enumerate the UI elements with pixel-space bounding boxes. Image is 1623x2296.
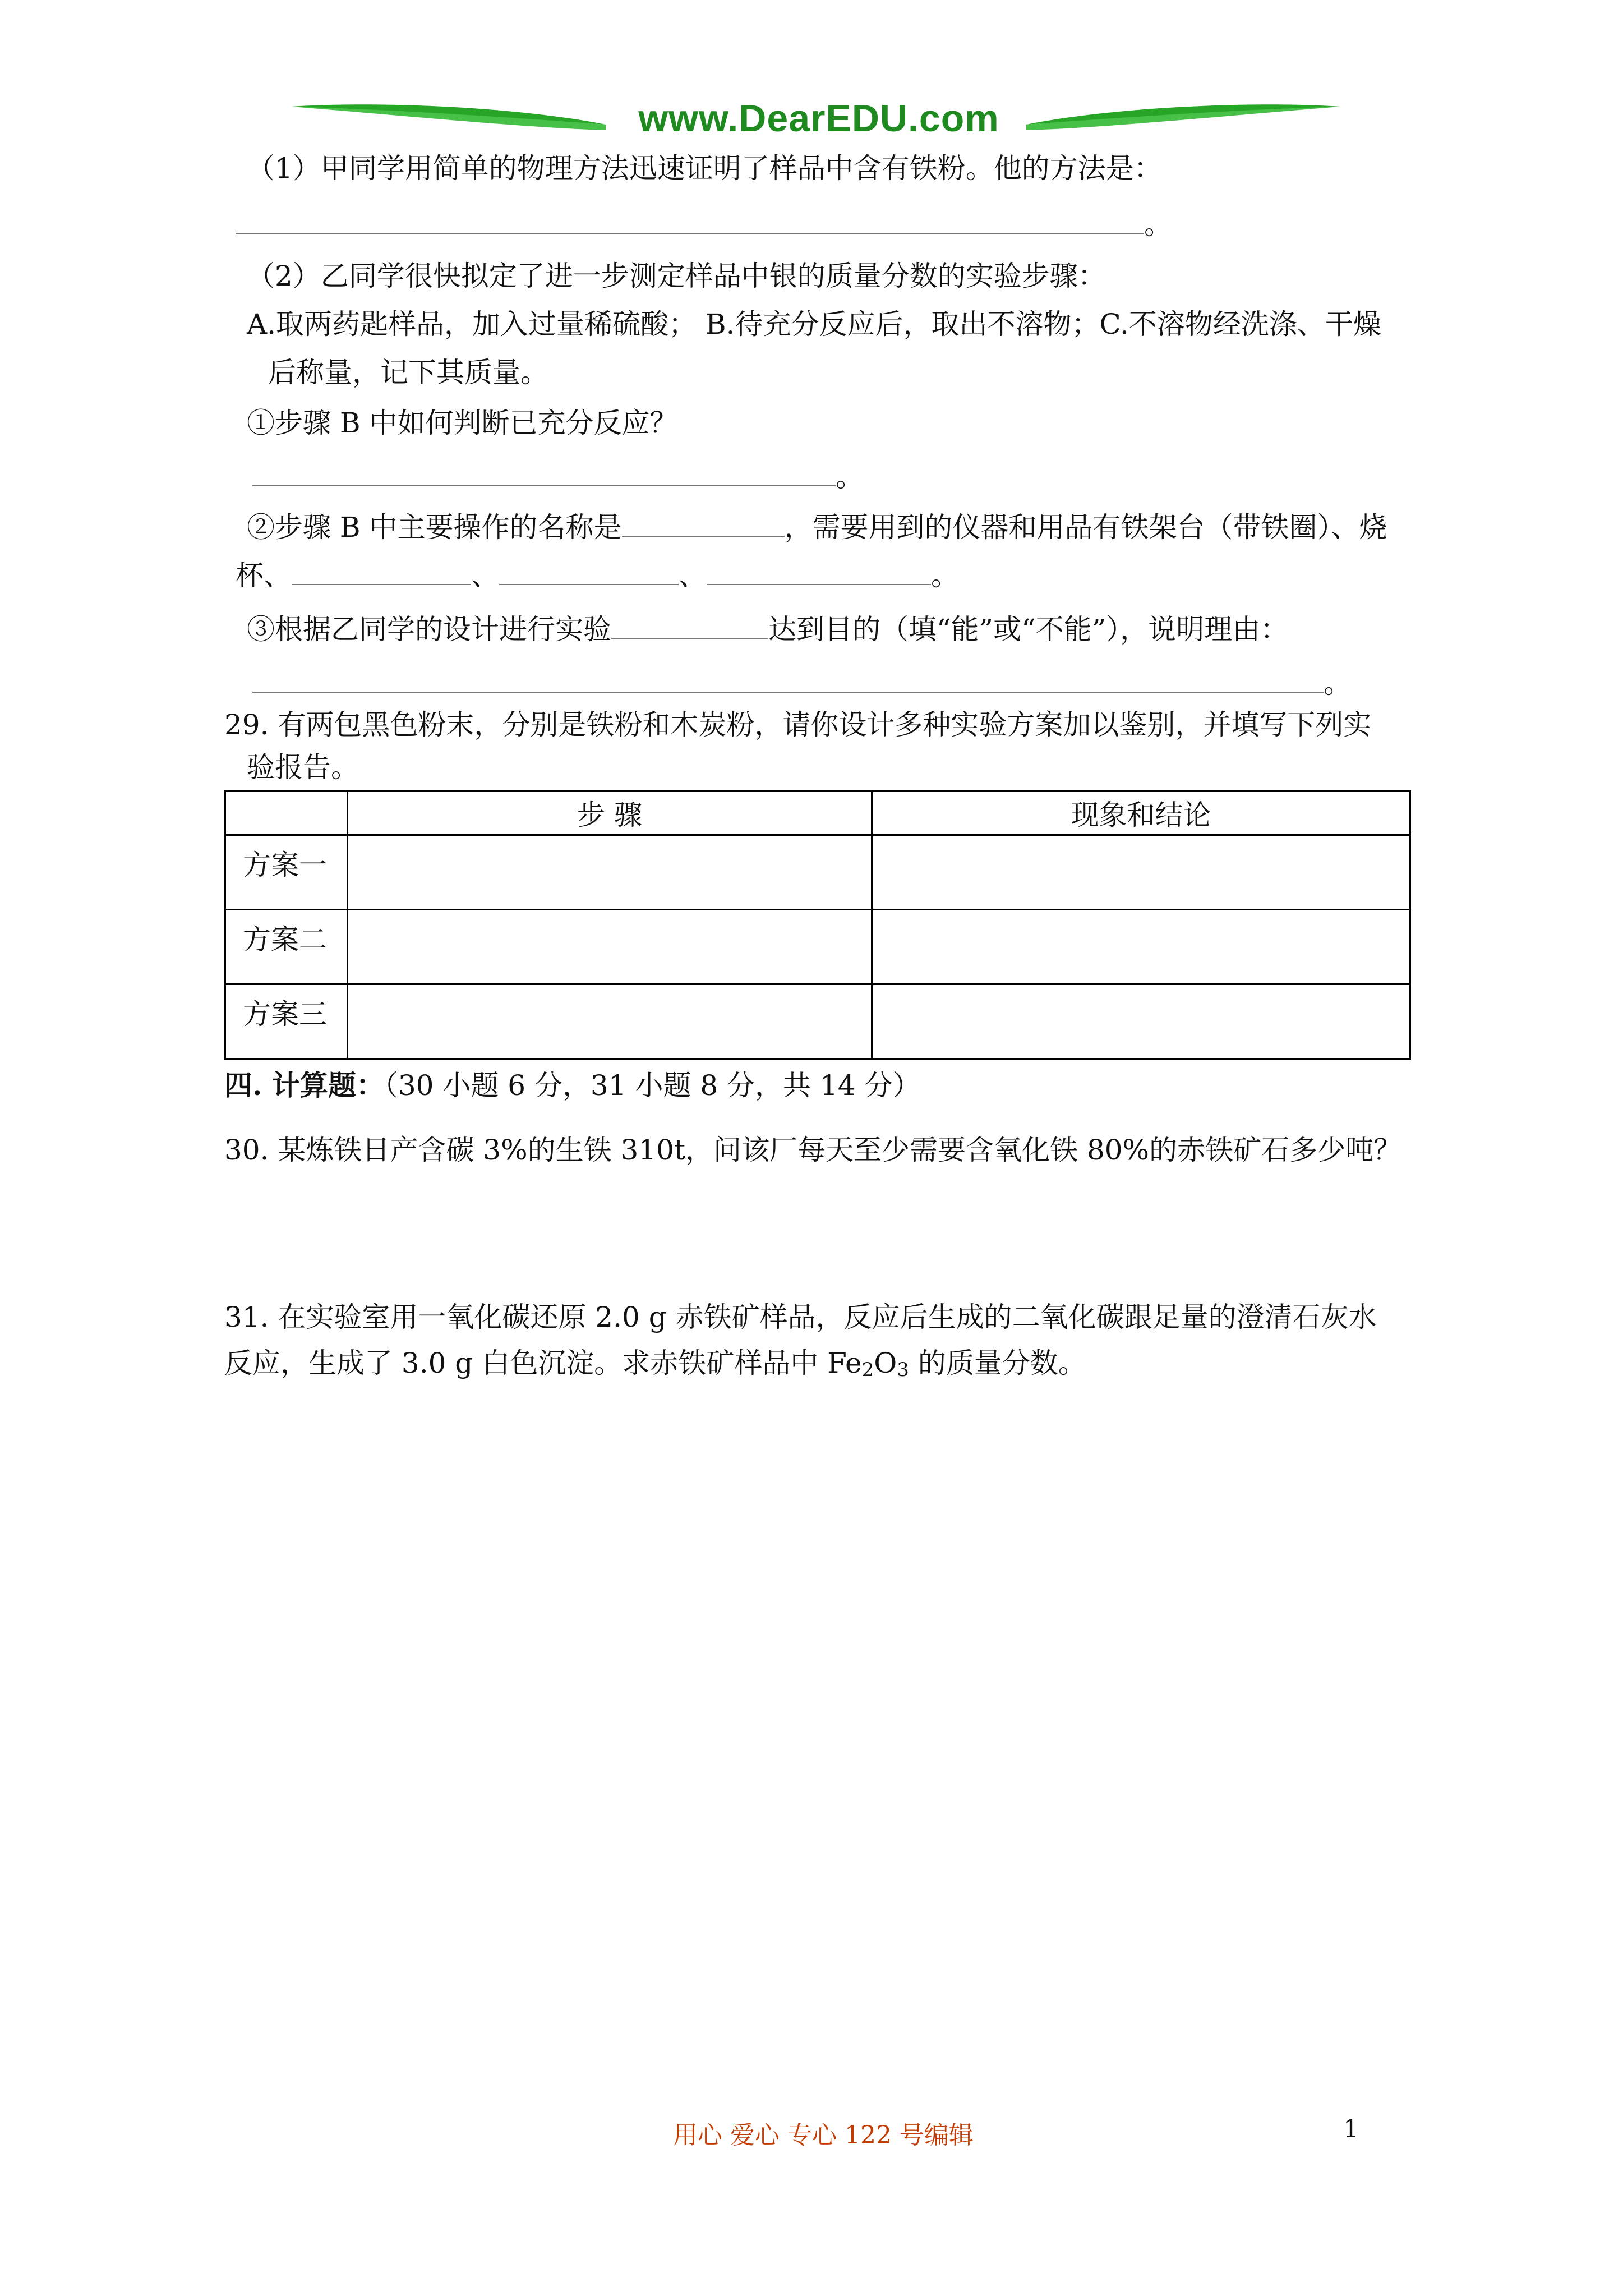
q28-part2: （2）乙同学很快拟定了进一步测定样品中银的质量分数的实验步骤：	[247, 260, 1106, 292]
q28-steps-line1: A.取两药匙样品，加入过量稀硫酸； B.待充分反应后，取出不溶物；C.不溶物经洗涤、干燥	[247, 308, 1381, 341]
section-title: 四. 计算题：	[224, 1069, 384, 1102]
plan-label: 方案一	[225, 835, 348, 910]
instrument-blank-2	[499, 560, 679, 585]
instrument-blank-1	[292, 560, 471, 585]
page-number: 1	[1343, 2115, 1359, 2143]
answer-blank	[236, 209, 1144, 234]
plan-label: 方案三	[225, 984, 348, 1059]
section4-heading	[224, 1069, 920, 1102]
q29-line2: 验报告。	[247, 751, 359, 784]
q29-line1: 29. 有两包黑色粉末，分别是铁粉和木炭粉，请你设计多种实验方案加以鉴别，并填写下列实	[224, 708, 1372, 741]
q28-sub2-line2: 杯、 、 、 。	[236, 559, 959, 592]
q28-part1: （1）甲同学用简单的物理方法迅速证明了样品中含有铁粉。他的方法是：	[247, 152, 1162, 185]
table-row	[225, 835, 1410, 910]
q28-steps-line2: 后称量，记下其质量。	[268, 356, 548, 389]
q28-sub1-answer-line: 。	[252, 460, 864, 494]
table-header-cell: 现象和结论	[872, 791, 1410, 835]
table-row	[225, 984, 1410, 1059]
site-logo-text: www.DearEDU.com	[638, 97, 999, 140]
steps-cell	[348, 984, 872, 1059]
result-cell	[872, 984, 1410, 1059]
plan-label: 方案二	[225, 910, 348, 984]
can-cannot-blank	[611, 614, 768, 639]
section-note: （30 小题 6 分，31 小题 8 分，共 14 分）	[384, 1069, 921, 1102]
steps-cell	[348, 835, 872, 910]
q28-part1-answer-line: 。	[236, 208, 1172, 241]
header-banner	[292, 95, 1340, 146]
q28-sub3-answer-line: 。	[252, 666, 1352, 700]
answer-blank	[252, 462, 836, 486]
q28-sub3-line1: ③根据乙同学的设计进行实验 达到目的（填“能”或“不能”），说明理由：	[247, 613, 1289, 646]
table-row	[225, 910, 1410, 984]
result-cell	[872, 910, 1410, 984]
table-header-cell: 步 骤	[348, 791, 872, 835]
operation-name-blank	[622, 512, 785, 537]
q31-line1: 31. 在实验室用一氧化碳还原 2.0 g 赤铁矿样品，反应后生成的二氧化碳跟足量的澄清石灰水	[224, 1301, 1377, 1333]
q28-sub2-line1: ②步骤 B 中主要操作的名称是 ，需要用到的仪器和用品有铁架台（带铁圈）、烧	[247, 511, 1387, 544]
q31-line2: 反应，生成了 3.0 g 白色沉淀。求赤铁矿样品中 $Fe_2O_3$ 的质量分数。	[224, 1347, 1086, 1381]
table-header-cell	[225, 791, 348, 835]
instrument-blank-3	[707, 560, 931, 585]
result-cell	[872, 835, 1410, 910]
table-header-row	[225, 791, 1410, 835]
steps-cell	[348, 910, 872, 984]
q28-sub1: ①步骤 B 中如何判断已充分反应？	[247, 407, 678, 439]
experiment-report-table	[224, 790, 1411, 1060]
answer-blank	[252, 668, 1324, 693]
footer-text: 用心 爱心 专心 122 号编辑	[673, 2121, 974, 2150]
q30-text: 30. 某炼铁日产含碳 3%的生铁 310t，问该厂每天至少需要含氧化铁 80%的赤铁矿石多少吨？	[224, 1134, 1402, 1166]
